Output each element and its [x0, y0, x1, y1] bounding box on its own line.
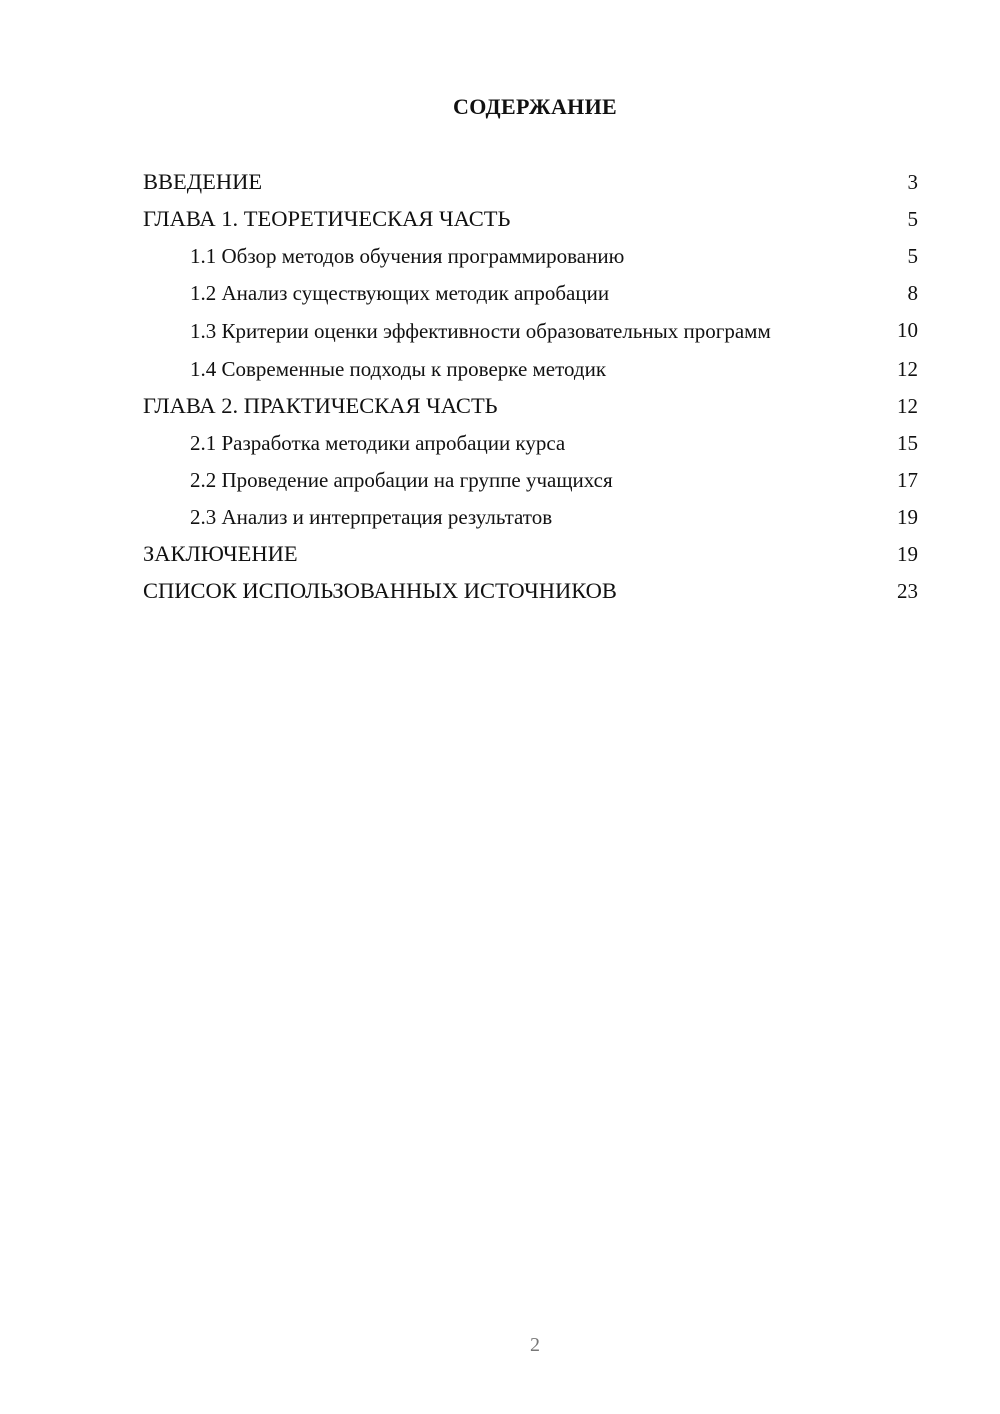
- toc-entry-label: 1.3 Критерии оценки эффективности образовательных программ: [190, 319, 771, 343]
- toc-entry-label: СПИСОК ИСПОЛЬЗОВАННЫХ ИСТОЧНИКОВ: [143, 578, 617, 603]
- toc-entry-page: 19: [897, 542, 918, 566]
- toc-entry-label: 1.1 Обзор методов обучения программированию: [190, 244, 625, 268]
- toc-entry-label: 2.2 Проведение апробации на группе учащихся: [190, 468, 613, 492]
- page-title: СОДЕРЖАНИЕ: [453, 94, 617, 119]
- toc-entry-label: ВВЕДЕНИЕ: [143, 169, 263, 194]
- toc-entry-label: ГЛАВА 2. ПРАКТИЧЕСКАЯ ЧАСТЬ: [143, 393, 498, 418]
- toc-entry-page: 12: [897, 394, 918, 418]
- toc-entry-page: 5: [907, 207, 918, 231]
- toc-entry-section-1-1: [143, 241, 918, 271]
- toc-entry-section-2-1: [143, 428, 918, 458]
- toc-entry-label: 2.1 Разработка методики апробации курса: [190, 431, 566, 455]
- toc-entry-page: 23: [897, 579, 918, 603]
- toc-entry-references: [143, 576, 918, 606]
- toc-entry-section-2-2: [143, 465, 918, 495]
- toc-entry-page: 5: [907, 244, 918, 268]
- toc-entry-section-1-4: [143, 354, 918, 384]
- toc-entry-label: ЗАКЛЮЧЕНИЕ: [143, 541, 298, 566]
- toc-entry-section-1-3: [143, 315, 918, 345]
- toc-entry-conclusion: [143, 539, 918, 569]
- toc-entry-page: 19: [897, 505, 918, 529]
- toc-entry-label: 1.4 Современные подходы к проверке методик: [190, 357, 607, 381]
- toc-entry-chapter-2: [143, 391, 918, 421]
- toc-entry-page: 17: [897, 468, 918, 492]
- toc-entry-page: 10: [897, 318, 918, 342]
- toc-entry-page: 15: [897, 431, 918, 455]
- toc-entry-label: 1.2 Анализ существующих методик апробации: [190, 281, 610, 305]
- toc-entry-section-1-2: [143, 278, 918, 308]
- toc-entry-section-2-3: [143, 502, 918, 532]
- toc-entry-label: 2.3 Анализ и интерпретация результатов: [190, 505, 553, 529]
- toc-entry-chapter-1: [143, 204, 918, 234]
- toc-entry-page: 12: [897, 357, 918, 381]
- table-of-contents: [143, 167, 918, 613]
- toc-entry-page: 8: [907, 281, 918, 305]
- page-number: 2: [530, 1334, 540, 1356]
- toc-entry-label: ГЛАВА 1. ТЕОРЕТИЧЕСКАЯ ЧАСТЬ: [143, 206, 511, 231]
- toc-entry-introduction: [143, 167, 918, 197]
- toc-entry-page: 3: [907, 170, 918, 194]
